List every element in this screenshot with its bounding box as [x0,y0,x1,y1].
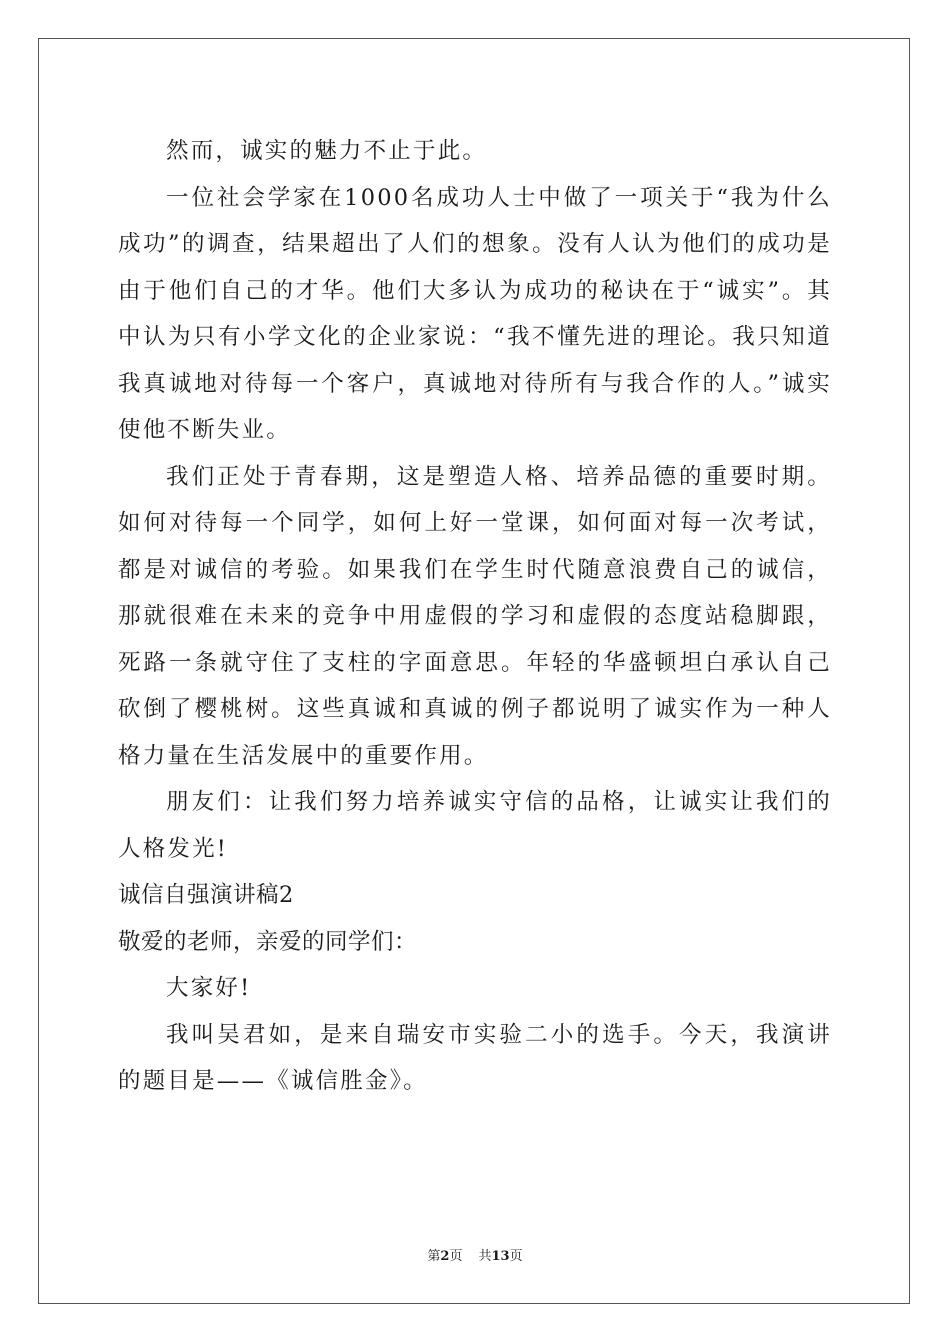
paragraph-2: 一位社会学家在1000名成功人士中做了一项关于“我为什么成功”的调查，结果超出了人们的想象。没有人认为他们的成功是由于他们自己的才华。他们大多认为成功的秘诀在于“诚实”。其中认为只有小学文化的企业家说：“我不懂先进的理论。我只知道我真诚地对待每一个客户，真诚地对待所有与我合作的人。”诚实使他不断失业。 [118,184,832,443]
page-suffix: 页 [449,1249,463,1264]
document-body [118,128,832,1105]
greeting: 敬爱的老师，亲爱的同学们： [118,928,418,955]
total-prefix: 共 [478,1249,492,1264]
page-total: 13 [491,1249,510,1264]
paragraph-1: 然而，诚实的魅力不止于此。 [166,138,488,164]
total-suffix: 页 [509,1249,523,1264]
page-prefix: 第 [427,1249,441,1264]
page-footer [0,1248,950,1266]
paragraph-3: 我们正处于青春期，这是塑造人格、培养品德的重要时期。如何对待每一个同学，如何上好一堂课，如何面对每一次考试，都是对诚信的考验。如果我们在学生时代随意浪费自己的诚信，那就很难在未来的竞争中用虚假的学习和虚假的态度站稳脚跟，死路一条就守住了支柱的字面意思。年轻的华盛顿坦白承认自己砍倒了樱桃树。这些真诚和真诚的例子都说明了诚实作为一种人格力量在生活发展中的重要作用。 [118,463,832,769]
paragraph-4: 朋友们：让我们努力培养诚实守信的品格，让诚实让我们的人格发光! [118,789,832,862]
page-current: 2 [440,1249,450,1264]
speech-title: 诚信自强演讲稿2 [118,882,294,908]
paragraph-5: 大家好! [166,975,252,1001]
paragraph-6: 我叫吴君如，是来自瑞安市实验二小的选手。今天，我演讲的题目是——《诚信胜金》。 [118,1021,832,1094]
